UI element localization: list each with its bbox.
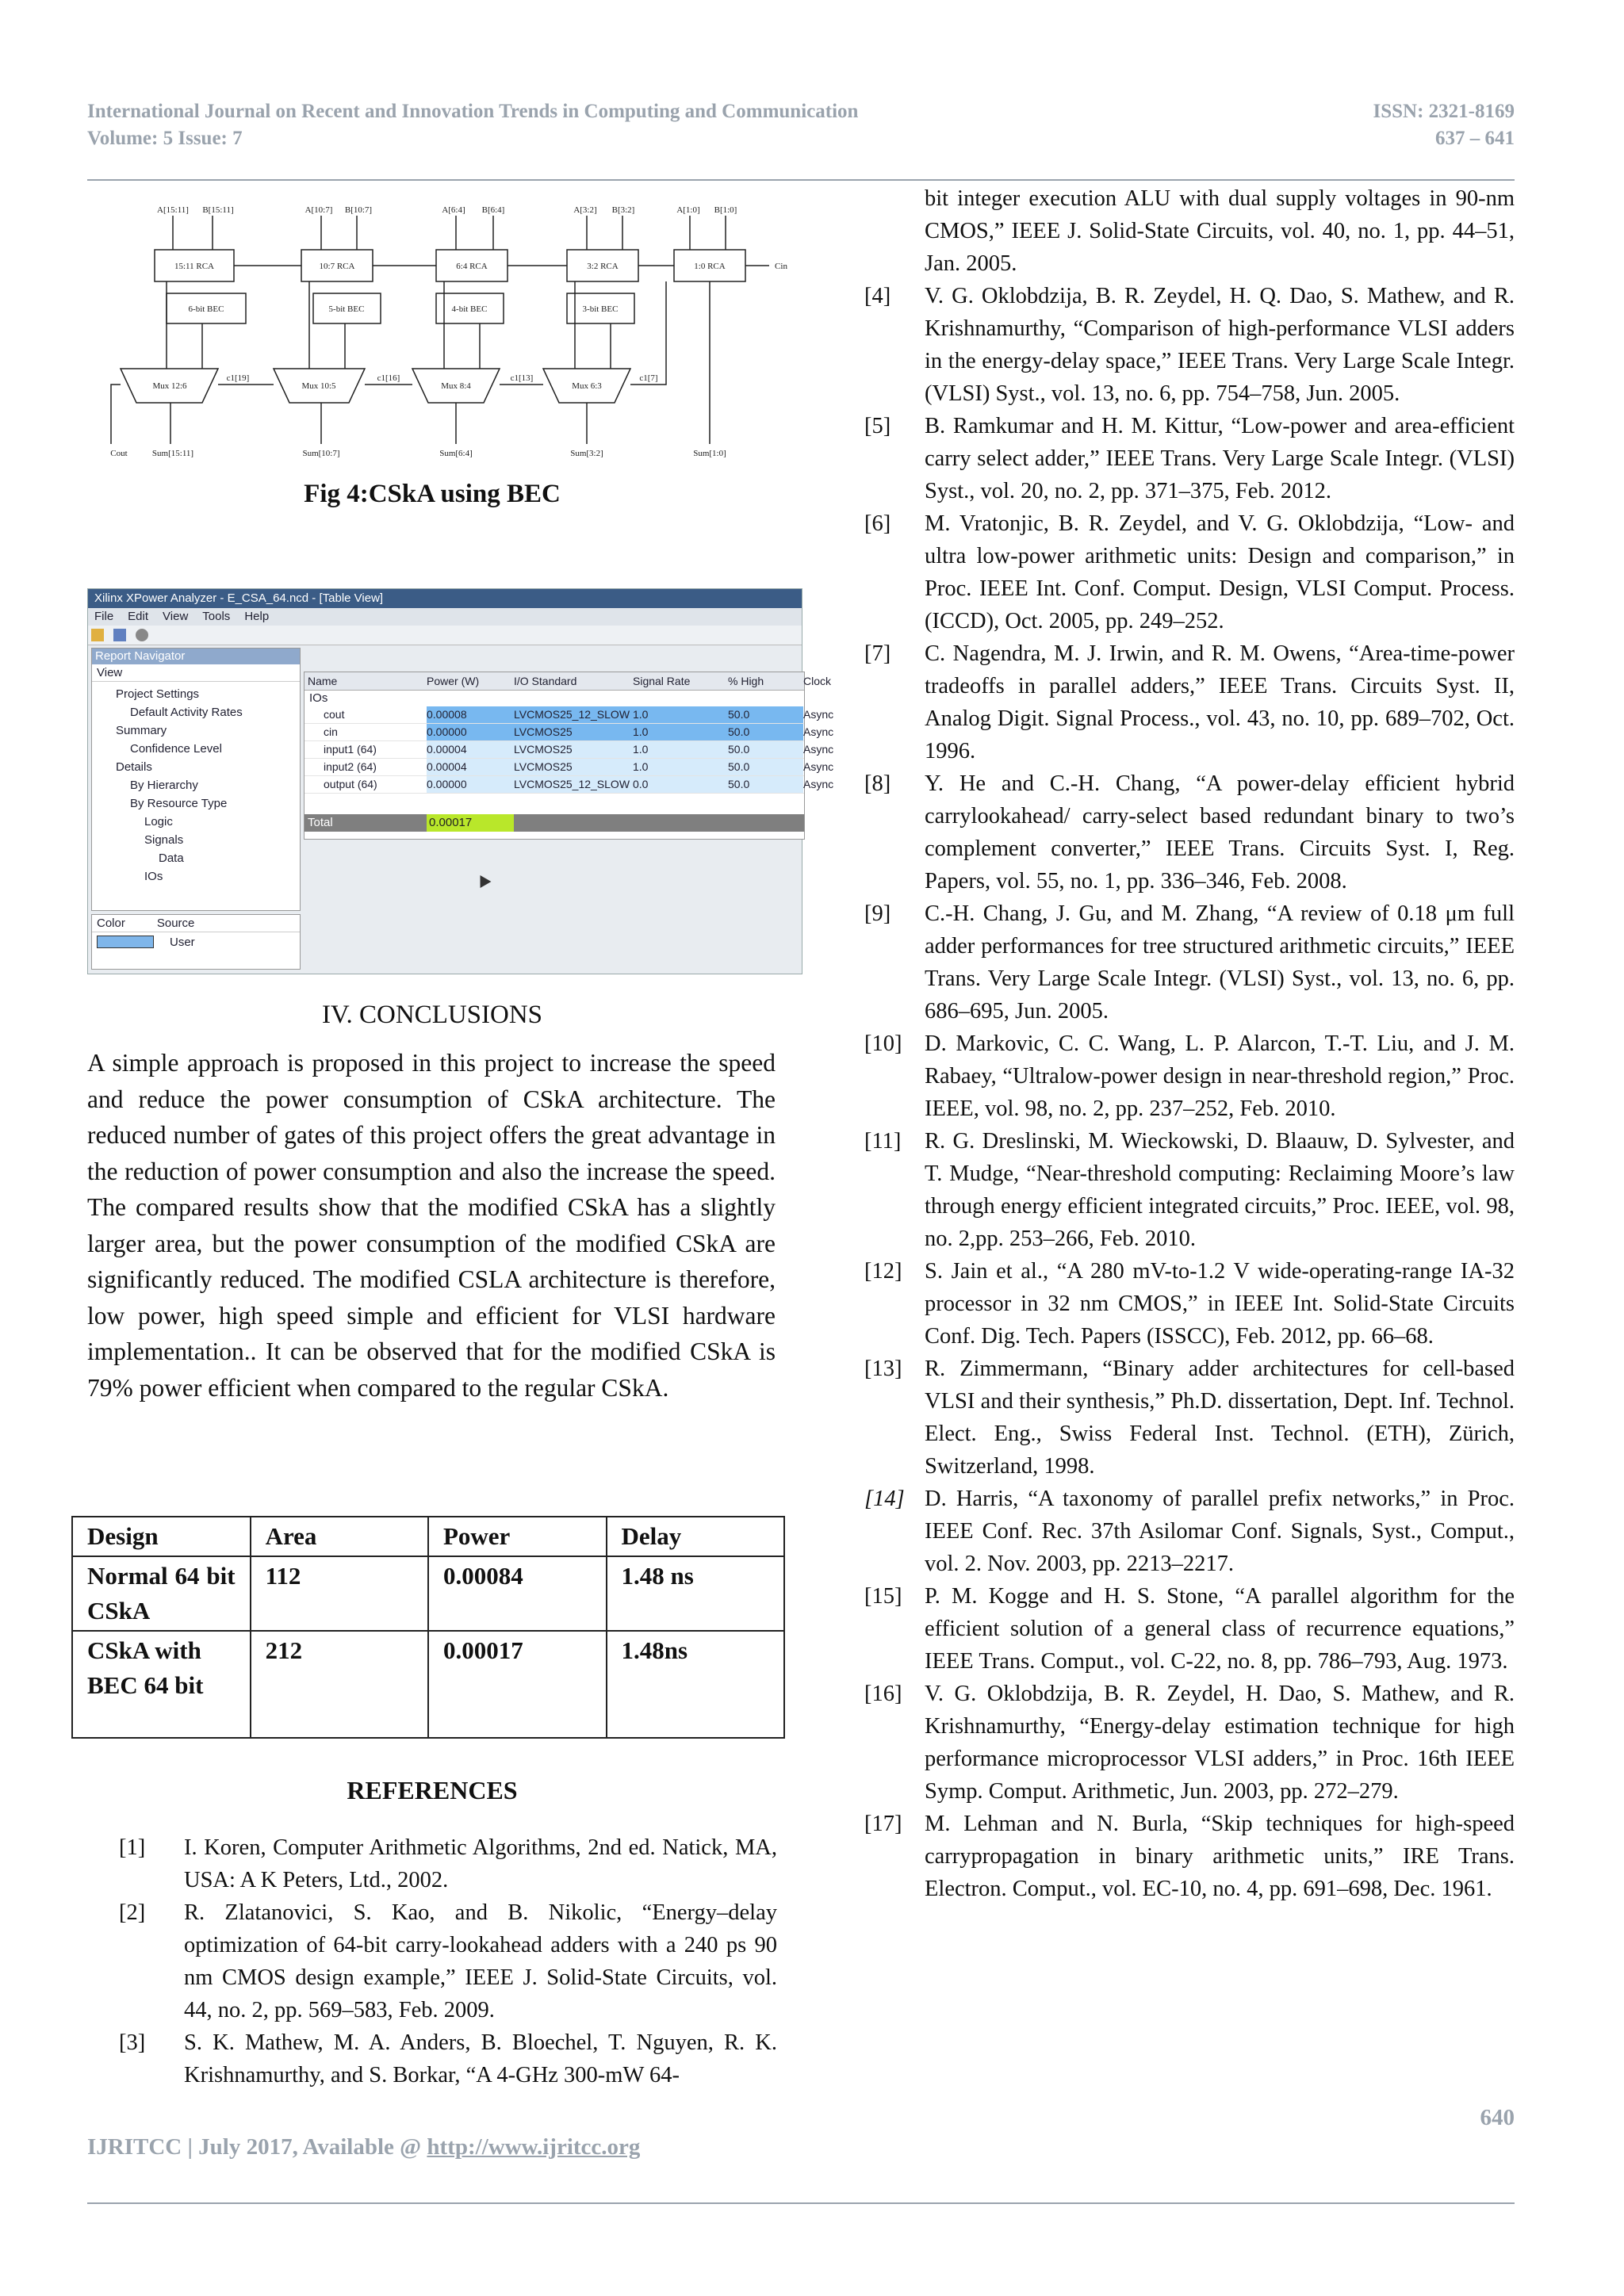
window-title-bar — [88, 589, 802, 608]
cell-high: 50.0 — [728, 724, 803, 740]
reference-text: Y. He and C.-H. Chang, “A power-delay efficient hybrid carrylookahead/ carry-select based redundant binary to two’s complement converter,” IEEE Trans. Circuits Syst. I, Reg. Papers, vol. 55, no. 1, pp. 336–346, Feb. 2008. — [925, 771, 1515, 894]
save-icon[interactable] — [113, 629, 126, 641]
table-row[interactable] — [304, 759, 834, 776]
reference-text: S. Jain et al., “A 280 mV-to-1.2 V wide-operating-range IA-32 processor in 32 nm CMOS,” in IEEE Int. Solid-State Circuits Conf. Dig. Tech. Papers (ISSCC), Feb. 2012, pp. 66–68. — [925, 1259, 1515, 1349]
reference-number: [11] — [864, 1129, 902, 1154]
cell-name: input1 (64) — [324, 743, 377, 756]
cell-name: cout — [324, 708, 345, 721]
cell-rate: 1.0 — [633, 706, 728, 723]
cell-clock: Async — [803, 725, 834, 738]
reference-text: M. Vratonjic, B. R. Zeydel, and V. G. Oklobdzija, “Low- and ultra low-power arithmetic units: Design and comparison,” in Proc. IEEE Int. Conf. Comput. Design, VLSI Comput. Process. (ICCD), Oct. 2005, pp. 249–252. — [925, 511, 1515, 633]
reference-text: S. K. Mathew, M. A. Anders, B. Bloechel, T. Nguyen, R. K. Krishnamurthy, and S. Borkar, “A 4-GHz 300-mW 64- — [184, 2030, 777, 2087]
carry-label: c1[16] — [377, 373, 400, 383]
window-title: Xilinx XPower Analyzer - E_CSA_64.ncd - [Table View] — [94, 591, 384, 605]
references-list-right — [864, 182, 1515, 1905]
cell-power: 0.00017 — [428, 1631, 607, 1738]
reference-number: [3] — [119, 2030, 146, 2055]
col-signal-rate[interactable]: Signal Rate — [633, 675, 691, 687]
table-row — [72, 1556, 784, 1631]
reference-number: [10] — [864, 1031, 902, 1056]
references-list-left — [119, 1831, 777, 2091]
reference-text: V. G. Oklobdzija, B. R. Zeydel, H. Q. Dao, S. Mathew, and R. Krishnamurthy, “Comparison of high-performance VLSI adders in the energy-delay space,” IEEE Trans. Very Large Scale Integr. (VLSI) Syst., vol. 13, no. 6, pp. 754–758, Jun. 2005. — [925, 284, 1515, 406]
menu-tools[interactable]: Tools — [202, 610, 231, 623]
cell-name: cin — [324, 725, 338, 738]
bec-label: 4-bit BEC — [451, 304, 488, 314]
legend-color-header: Color — [97, 916, 125, 930]
output-label: Sum[15:11] — [151, 449, 194, 458]
mux-label: Mux 6:3 — [572, 381, 602, 391]
table-row[interactable] — [304, 724, 834, 741]
cell-design: Normal 64 bit CSkA — [72, 1556, 251, 1631]
reference-item — [864, 1483, 1515, 1580]
menu-file[interactable]: File — [94, 610, 114, 623]
comparison-table — [71, 1516, 785, 1739]
output-label: Cout — [110, 449, 128, 458]
table-row[interactable] — [304, 741, 834, 759]
cell-power: 0.00004 — [427, 741, 514, 758]
reference-text: C.-H. Chang, J. Gu, and M. Zhang, “A review of 0.18 μm full adder performances for tree structured arithmetic circuits,” IEEE Trans. Very Large Scale Integr. (VLSI) Syst., vol. 13, no. 6, pp. 686–695, Jun. 2005. — [925, 901, 1515, 1024]
reference-item — [864, 1580, 1515, 1678]
reference-number: [1] — [119, 1835, 146, 1860]
nav-ios[interactable]: IOs — [144, 870, 163, 883]
cell-area: 212 — [251, 1631, 428, 1738]
carry-label: c1[13] — [510, 373, 534, 383]
reference-number: [2] — [119, 1900, 146, 1925]
cin-label: Cin — [775, 262, 787, 271]
input-label: B[6:4] — [481, 205, 505, 215]
table-row — [72, 1631, 784, 1738]
nav-project-settings[interactable]: Project Settings — [116, 687, 200, 701]
reference-text: B. Ramkumar and H. M. Kittur, “Low-power and area-efficient carry select adder,” IEEE Trans. Very Large Scale Integr. (VLSI) Syst., vol. 20, no. 2, pp. 371–375, Feb. 2012. — [925, 414, 1515, 503]
cell-std: LVCMOS25 — [514, 759, 633, 775]
reference-item — [864, 280, 1515, 410]
reference-number: [17] — [864, 1812, 902, 1836]
reference-number: [7] — [864, 641, 891, 666]
input-label: A[1:0] — [676, 205, 700, 215]
cell-name: input2 (64) — [324, 760, 377, 773]
cell-std: LVCMOS25_12_SLOW — [514, 706, 633, 723]
cell-design: CSkA with BEC 64 bit — [72, 1631, 251, 1738]
reference-item — [864, 182, 1515, 280]
nav-details[interactable]: Details — [116, 760, 152, 774]
figure-4-caption: Fig 4:CSkA using BEC — [304, 480, 561, 508]
cell-rate: 0.0 — [633, 776, 728, 793]
cell-power: 0.00000 — [427, 776, 514, 793]
rca-label: 1:0 RCA — [694, 262, 726, 271]
menu-help[interactable]: Help — [244, 610, 270, 623]
xpower-screenshot — [87, 588, 834, 974]
journal-volume: Volume: 5 Issue: 7 — [87, 128, 243, 149]
reference-item — [119, 1831, 777, 1896]
settings-icon[interactable] — [136, 629, 148, 641]
page-number: 640 — [1480, 2105, 1515, 2130]
output-label: Sum[10:7] — [302, 449, 340, 458]
cell-rate: 1.0 — [633, 759, 728, 775]
reference-text: M. Lehman and N. Burla, “Skip techniques for high-speed carrypropagation in binary arithmetic units,” IRE Trans. Electron. Comput., vol. EC-10, no. 4, pp. 691–698, Dec. 1961. — [925, 1812, 1515, 1901]
reference-number: [4] — [864, 284, 891, 308]
nav-by-hierarchy[interactable]: By Hierarchy — [130, 779, 198, 792]
references-heading: REFERENCES — [347, 1776, 518, 1804]
reference-number: [14] — [864, 1487, 905, 1511]
bec-label: 5-bit BEC — [328, 304, 365, 314]
reference-item — [864, 1125, 1515, 1255]
reference-number: [8] — [864, 771, 891, 796]
legend-user-swatch — [97, 936, 154, 948]
cell-rate: 1.0 — [633, 741, 728, 758]
mux-label: Mux 8:4 — [441, 381, 471, 391]
reference-number: [5] — [864, 414, 891, 438]
reference-item — [864, 1027, 1515, 1125]
toolbar — [88, 626, 802, 645]
reference-item — [864, 1678, 1515, 1808]
table-rows — [304, 706, 834, 794]
cell-power: 0.00084 — [428, 1556, 607, 1631]
header-delay: Delay — [607, 1517, 785, 1556]
cell-clock: Async — [803, 778, 834, 790]
output-label: Sum[1:0] — [693, 449, 726, 458]
reference-number: [13] — [864, 1357, 902, 1381]
report-navigator — [91, 648, 301, 911]
mouse-cursor-icon — [475, 872, 492, 888]
reference-text: R. G. Dreslinski, M. Wieckowski, D. Blaauw, D. Sylvester, and T. Mudge, “Near-threshold computing: Reclaiming Moore’s law through energy efficient integrated circuits,” Proc. IEEE, vol. 98, no. 2,pp. 253–266, Feb. 2010. — [925, 1129, 1515, 1251]
header-right — [1373, 98, 1515, 152]
cell-power: 0.00000 — [427, 724, 514, 740]
cell-high: 50.0 — [728, 759, 803, 775]
conclusions-heading: IV. CONCLUSIONS — [321, 1001, 543, 1029]
legend-panel — [91, 914, 301, 970]
rca-label: 3:2 RCA — [587, 262, 619, 271]
cell-clock: Async — [803, 760, 834, 773]
open-icon[interactable] — [91, 629, 104, 641]
issn: ISSN: 2321-8169 — [1373, 101, 1515, 122]
nav-default-activity[interactable]: Default Activity Rates — [130, 706, 243, 719]
reference-number: [16] — [864, 1682, 902, 1706]
legend-source-header: Source — [156, 916, 195, 930]
reference-item — [119, 2026, 777, 2091]
carry-label: c1[7] — [639, 373, 658, 383]
reference-item — [864, 1808, 1515, 1905]
conclusions-text: A simple approach is proposed in this project to increase the speed and reduce the power consumption of CSkA architecture. The reduced number of gates of this project offers the great advantage in the reduction of power consumption and also the increase the speed. The compared results show that the modified CSkA has a slightly larger area, but the power consumption of the modified CSkA are significantly reduced. The modified CSLA architecture is therefore, low power, high speed simple and efficient for VLSI hardware implementation.. It can be observed that for the modified CSkA is 79% power efficient when compared to the regular CSkA. — [87, 1049, 776, 1402]
footer-rule — [87, 2202, 1515, 2204]
input-label: B[1:0] — [714, 205, 737, 215]
reference-number: [15] — [864, 1584, 902, 1609]
footer-link[interactable]: http://www.ijritcc.org — [427, 2134, 641, 2160]
cell-std: LVCMOS25 — [514, 724, 633, 740]
running-header — [87, 98, 1515, 152]
cell-delay: 1.48ns — [607, 1631, 785, 1738]
cell-clock: Async — [803, 743, 834, 756]
reference-item — [864, 767, 1515, 897]
nav-signals[interactable]: Signals — [144, 833, 184, 847]
input-label: A[6:4] — [442, 205, 465, 215]
output-label: Sum[3:2] — [570, 449, 603, 458]
mux-label: Mux 12:6 — [152, 381, 187, 391]
cell-power: 0.00004 — [427, 759, 514, 775]
reference-text: R. Zlatanovici, S. Kao, and B. Nikolic, “Energy–delay optimization of 64-bit carry-lookahead adders with a 240 ps 90 nm CMOS design example,” IEEE J. Solid-State Circuits, vol. 44, no. 2, pp. 569–583, Feb. 2009. — [184, 1900, 777, 2022]
cell-area: 112 — [251, 1556, 428, 1631]
input-label: B[3:2] — [611, 205, 635, 215]
cell-clock: Async — [803, 708, 834, 721]
reference-text: D. Harris, “A taxonomy of parallel prefix networks,” in Proc. IEEE Conf. Rec. 37th Asilomar Conf. Signals, Syst., Comput., vol. 2. Nov. 2003, pp. 2213–2217. — [925, 1487, 1515, 1576]
input-label: A[15:11] — [157, 205, 189, 215]
table-header-row — [72, 1517, 784, 1556]
input-label: B[10:7] — [344, 205, 373, 215]
menu-view[interactable]: View — [163, 610, 189, 623]
page-range: 637 – 641 — [1435, 128, 1515, 149]
reference-item — [864, 507, 1515, 637]
rca-label: 15:11 RCA — [174, 262, 215, 271]
rca-label: 10:7 RCA — [319, 262, 355, 271]
nav-by-resource[interactable]: By Resource Type — [130, 797, 228, 810]
output-label: Sum[6:4] — [439, 449, 473, 458]
cell-high: 50.0 — [728, 776, 803, 793]
reference-item — [864, 897, 1515, 1027]
reference-text: C. Nagendra, M. J. Irwin, and R. M. Owens, “Area-time-power tradeoffs in parallel adders,” IEEE Trans. Circuits Syst. II, Analog Digit. Signal Process., vol. 43, no. 10, pp. 689–702, Oct. 1996. — [925, 641, 1515, 763]
cell-std: LVCMOS25 — [514, 741, 633, 758]
header-design: Design — [72, 1517, 251, 1556]
cell-high: 50.0 — [728, 706, 803, 723]
bec-label: 3-bit BEC — [582, 304, 619, 314]
cell-power: 0.00008 — [427, 706, 514, 723]
group-ios[interactable]: IOs — [309, 691, 328, 705]
reference-text: R. Zimmermann, “Binary adder architectures for cell-based VLSI and their synthesis,” Ph.D. dissertation, Dept. Inf. Technol. Elect. Eng., Swiss Federal Inst. Technol. (ETH), Zürich, Switzerland, 1998. — [925, 1357, 1515, 1479]
total-label: Total — [308, 816, 333, 829]
col-io-standard[interactable]: I/O Standard — [514, 675, 577, 687]
nav-title: Report Navigator — [92, 649, 300, 664]
reference-item — [864, 1353, 1515, 1483]
cell-name: output (64) — [324, 778, 377, 790]
col-name[interactable]: Name — [308, 675, 338, 687]
bec-label: 6-bit BEC — [188, 304, 224, 314]
cell-delay: 1.48 ns — [607, 1556, 785, 1631]
reference-text: bit integer execution ALU with dual supply voltages in 90-nm CMOS,” IEEE J. Solid-State Circuits, vol. 40, no. 1, pp. 44–51, Jan. 2005. — [925, 186, 1515, 276]
reference-number: [6] — [864, 511, 891, 536]
reference-number: [12] — [864, 1259, 902, 1284]
reference-number — [864, 182, 925, 280]
input-label: A[10:7] — [304, 205, 333, 215]
table-view — [304, 672, 834, 840]
col-clock[interactable]: Clock — [803, 675, 832, 687]
reference-item — [864, 637, 1515, 767]
input-label: A[3:2] — [573, 205, 597, 215]
reference-text: P. M. Kogge and H. S. Stone, “A parallel algorithm for the efficient solution of a general class of recurrence equations,” IEEE Trans. Comput., vol. C-22, no. 8, pp. 786–793, Aug. 1973. — [925, 1584, 1515, 1674]
total-value: 0.00017 — [427, 814, 514, 832]
reference-number: [9] — [864, 901, 891, 926]
reference-item — [864, 1255, 1515, 1353]
menu-bar — [88, 608, 802, 626]
nav-logic[interactable]: Logic — [144, 815, 173, 828]
input-label: B[15:11] — [202, 205, 234, 215]
footer-text: IJRITCC | July 2017, Available @ — [87, 2134, 427, 2160]
header-area: Area — [251, 1517, 428, 1556]
reference-text: I. Koren, Computer Arithmetic Algorithms, 2nd ed. Natick, MA, USA: A K Peters, Ltd., 2002. — [184, 1835, 777, 1892]
header-power: Power — [428, 1517, 607, 1556]
reference-item — [864, 410, 1515, 507]
reference-text: D. Markovic, C. C. Wang, L. P. Alarcon, T.-T. Liu, and J. M. Rabaey, “Ultralow-power design in near-threshold region,” Proc. IEEE, vol. 98, no. 2, pp. 237–252, Feb. 2010. — [925, 1031, 1515, 1121]
reference-item — [119, 1896, 777, 2026]
legend-user: User — [170, 936, 195, 949]
reference-text: V. G. Oklobdzija, B. R. Zeydel, H. Dao, S. Mathew, and R. Krishnamurthy, “Energy-delay estimation technique for high performance microprocessor VLSI adders,” in Proc. 16th IEEE Symp. Comput. Arithmetic, Jun. 2003, pp. 272–279. — [925, 1682, 1515, 1804]
figure-cska-bec-diagram — [111, 190, 793, 476]
cell-std: LVCMOS25_12_SLOW — [514, 776, 633, 793]
carry-label: c1[19] — [226, 373, 250, 383]
menu-edit[interactable]: Edit — [128, 610, 149, 623]
rca-label: 6:4 RCA — [456, 262, 488, 271]
col-power[interactable]: Power (W) — [427, 675, 480, 687]
journal-name: International Journal on Recent and Innovation Trends in Computing and Communication — [87, 101, 859, 122]
nav-summary[interactable]: Summary — [116, 724, 167, 737]
nav-view: View — [92, 664, 300, 682]
cell-high: 50.0 — [728, 741, 803, 758]
nav-data[interactable]: Data — [159, 851, 184, 865]
header-rule — [87, 179, 1515, 181]
footer — [87, 2134, 640, 2160]
col-high[interactable]: % High — [728, 675, 764, 687]
table-row[interactable] — [304, 776, 834, 794]
cell-rate: 1.0 — [633, 724, 728, 740]
mux-label: Mux 10:5 — [301, 381, 336, 391]
nav-confidence[interactable]: Confidence Level — [130, 742, 222, 756]
table-row[interactable] — [304, 706, 834, 724]
